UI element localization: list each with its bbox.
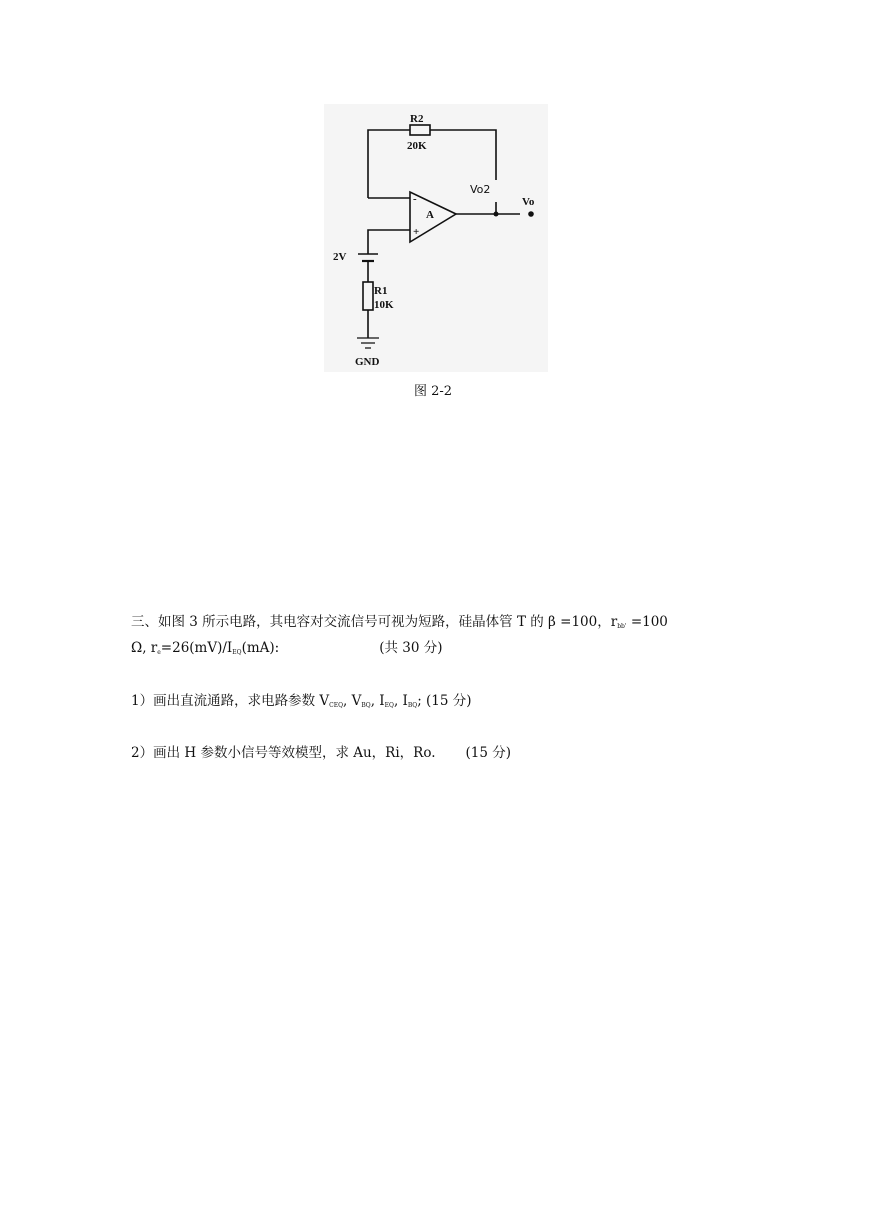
re-formula-unit: (mA): xyxy=(241,640,280,656)
item1-sep3: , I xyxy=(393,693,408,709)
rbb-subscript: bb' xyxy=(617,623,627,630)
vo2-node xyxy=(494,212,499,217)
item2-text: 2）画出 H 参数小信号等效模型，求 Au，Ri，Ro. xyxy=(131,745,436,761)
re-subscript: e xyxy=(157,649,161,656)
question3-intro-value: =100 xyxy=(626,614,668,630)
r2-name-label: R2 xyxy=(410,113,424,125)
item1-sep1: , V xyxy=(343,693,362,709)
circuit-figure xyxy=(324,104,548,372)
vo-terminal xyxy=(528,211,534,217)
circuit-diagram xyxy=(324,104,548,372)
re-formula: =26(mV)/I xyxy=(160,640,233,656)
question3-intro-text: 三、如图 3 所示电路，其电容对交流信号可视为短路，硅晶体管 T 的 β =100，r xyxy=(131,614,618,630)
item2-points: (15 分) xyxy=(465,745,512,761)
question3-line2 xyxy=(131,639,443,662)
vceq-subscript: CEQ xyxy=(329,702,344,709)
opamp-plus-label: + xyxy=(413,226,420,238)
question3-item1 xyxy=(131,692,472,715)
item1-sep2: , I xyxy=(370,693,385,709)
r1-name-label: R1 xyxy=(374,285,388,297)
question3-line1 xyxy=(131,613,668,636)
re-prefix: Ω, r xyxy=(131,640,158,656)
opamp-minus-label: - xyxy=(413,193,417,205)
ground-label: GND xyxy=(355,356,380,368)
r2-value-label: 20K xyxy=(407,140,427,152)
question3-points: (共 30 分) xyxy=(379,640,443,656)
vbq-subscript: BQ xyxy=(361,702,371,709)
ground-symbol xyxy=(357,338,379,348)
vo2-label: Vo2 xyxy=(470,183,491,196)
figure-caption: 图 2-2 xyxy=(414,384,453,399)
question3-item2 xyxy=(131,744,511,762)
ieq-subscript-item1: EQ xyxy=(384,702,394,709)
opamp-label: A xyxy=(426,209,434,221)
item1-points: ; (15 分) xyxy=(417,693,472,709)
r1-resistor xyxy=(363,282,373,310)
r1-value-label: 10K xyxy=(374,299,394,311)
source-voltage-label: 2V xyxy=(333,251,347,263)
item1-text: 1）画出直流通路，求电路参数 V xyxy=(131,693,330,709)
vo-label: Vo xyxy=(522,196,535,208)
ieq-subscript: EQ xyxy=(232,649,242,656)
noninverting-input-wire xyxy=(368,230,410,254)
r2-resistor xyxy=(410,125,430,135)
ibq-subscript: BQ xyxy=(407,702,418,709)
